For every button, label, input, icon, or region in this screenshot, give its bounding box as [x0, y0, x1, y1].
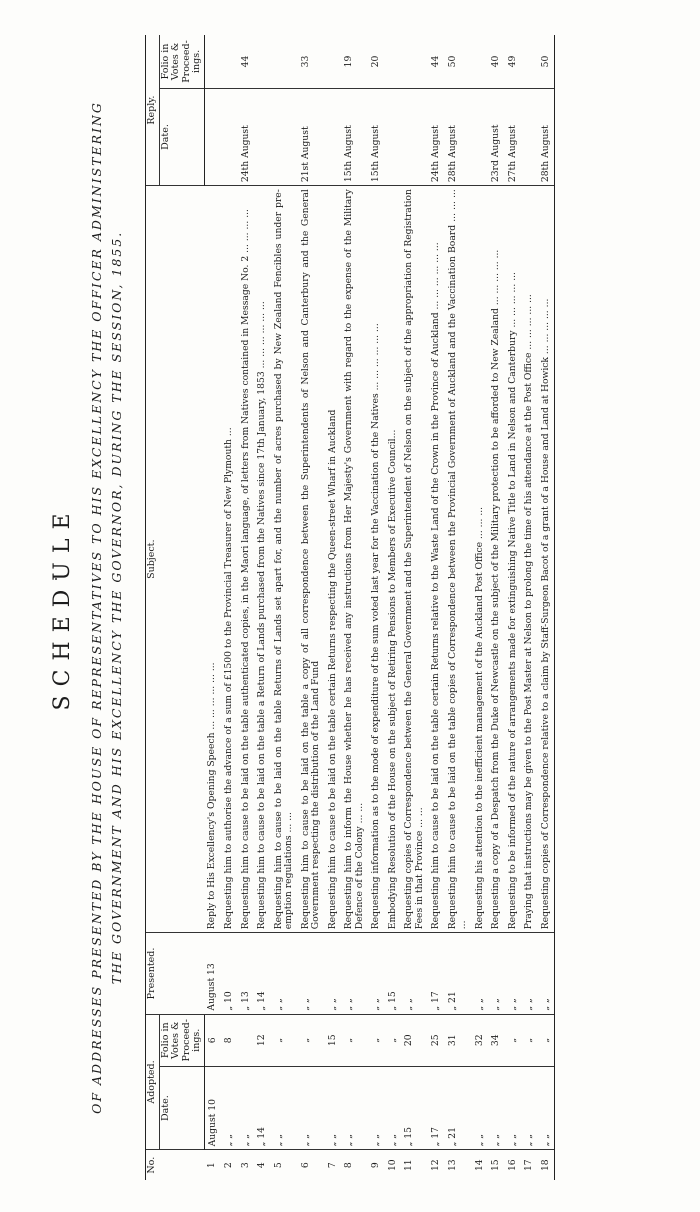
- row-adopted-folio: 20: [401, 1014, 428, 1066]
- row-no: 3: [239, 1162, 251, 1169]
- table-row: [204, 35, 221, 1180]
- table-row: [254, 35, 271, 1180]
- row-adopted-date: „ 15: [401, 1066, 428, 1149]
- row-no: 14: [473, 1159, 485, 1172]
- row-adopted-date: „ „: [538, 1066, 555, 1149]
- row-presented: „ „: [368, 933, 385, 1014]
- row-no: 12: [430, 1159, 441, 1172]
- row-reply-date: [221, 88, 238, 185]
- row-adopted-date: „ „: [298, 1066, 325, 1149]
- row-presented: „ „: [325, 933, 342, 1014]
- row-reply-date: 15th August: [341, 88, 368, 185]
- row-no: 1: [206, 1162, 217, 1169]
- table-row: [238, 35, 255, 1180]
- header-presented: Presented.: [146, 933, 205, 1014]
- header-reply: Reply.: [146, 35, 160, 186]
- row-adopted-folio: „: [368, 1014, 385, 1066]
- row-adopted-folio: 15: [325, 1014, 342, 1066]
- row-adopted-date: „ „: [221, 1066, 238, 1149]
- row-adopted-date: „ „: [505, 1066, 522, 1149]
- row-adopted-folio: „: [341, 1014, 368, 1066]
- table-row: [341, 35, 368, 1180]
- row-presented: „ 17: [428, 933, 445, 1014]
- row-reply-date: [472, 88, 489, 185]
- row-reply-folio: [204, 35, 221, 88]
- row-subject: Requesting him to cause to be laid on the table certain Returns relative to the Waste Land of the Crown in the Province of Auckland ... ... ... ... ... ...: [428, 186, 445, 933]
- row-adopted-date: „ „: [238, 1066, 255, 1149]
- row-reply-folio: 33: [298, 35, 325, 88]
- row-presented: „ „: [538, 933, 555, 1014]
- row-no: 8: [343, 1162, 354, 1169]
- table-row: [538, 35, 555, 1180]
- row-subject: Requesting him to cause to be laid on the table authenticated copies, in the Maori language, of letters from Natives contained in Message No. 2 ... ... ... ...: [238, 186, 255, 933]
- row-adopted-date: „ 14: [254, 1066, 271, 1149]
- row-adopted-date: „ „: [521, 1066, 538, 1149]
- row-adopted-folio: 12: [254, 1014, 271, 1066]
- row-adopted-date: August 10: [204, 1066, 221, 1149]
- table-row: [221, 35, 238, 1180]
- row-reply-date: 27th August: [505, 88, 522, 185]
- row-reply-folio: 40: [488, 35, 505, 88]
- row-presented: „ „: [271, 933, 298, 1014]
- row-subject: Requesting a copy of a Despatch from the Duke of Newcastle on the subject of the Military protection to be afforded to New Zealand ... ... ... ... ...: [488, 186, 505, 933]
- table-row: [368, 35, 385, 1180]
- row-adopted-folio: 31: [445, 1014, 472, 1066]
- row-no: 7: [326, 1162, 338, 1169]
- row-presented: „ „: [472, 933, 489, 1014]
- row-presented: „ „: [521, 933, 538, 1014]
- row-reply-date: [401, 88, 428, 185]
- row-adopted-folio: „: [521, 1014, 538, 1066]
- row-presented: „ „: [298, 933, 325, 1014]
- row-reply-date: 24th August: [238, 88, 255, 185]
- page-subtitle: [87, 35, 127, 1180]
- row-adopted-folio: „: [505, 1014, 522, 1066]
- row-subject: Requesting to be informed of the nature of arrangements made for extinguishing Native Title to Land in Nelson and Canterbury ... ... ... ... ...: [505, 186, 522, 933]
- table-row: [505, 35, 522, 1180]
- row-presented: „ 14: [254, 933, 271, 1014]
- row-adopted-folio: 8: [221, 1014, 238, 1066]
- schedule-rows: [204, 35, 555, 1180]
- row-adopted-folio: „: [298, 1014, 325, 1066]
- header-reply-date: Date.: [159, 88, 204, 185]
- row-reply-folio: 49: [505, 35, 522, 88]
- header-row-1: [146, 35, 160, 1180]
- row-subject: Requesting copies of Correspondence between the General Government and the Superintendent of Nelson on the subject of the appropriation of Registration Fees in that Province ... ...: [401, 186, 428, 933]
- row-reply-date: [325, 88, 342, 185]
- row-reply-folio: 19: [341, 35, 368, 88]
- row-subject: Reply to His Excellency's Opening Speech ... ... ... ... ... ...: [204, 186, 221, 933]
- row-presented: „ 13: [238, 933, 255, 1014]
- row-presented: „ 10: [221, 933, 238, 1014]
- row-no: 5: [272, 1162, 284, 1169]
- row-reply-folio: 50: [538, 35, 555, 88]
- row-presented: „ 21: [445, 933, 472, 1014]
- row-no: 15: [490, 1159, 501, 1172]
- row-subject: Requesting him to cause to be laid on the table copies of Correspondence between the Provincial Government of Auckland and the Vaccination Board ... ... ... ...: [445, 186, 472, 933]
- table-row: [298, 35, 325, 1180]
- row-no: 4: [256, 1162, 267, 1169]
- row-no: 17: [523, 1159, 534, 1172]
- row-adopted-folio: 6: [204, 1014, 221, 1066]
- row-reply-folio: 20: [368, 35, 385, 88]
- row-subject: Requesting his attention to the inefficient management of the Auckland Post Office ... ... ...: [472, 186, 489, 933]
- row-no: 13: [446, 1159, 458, 1172]
- row-presented: August 13: [204, 933, 221, 1014]
- row-presented: „ „: [341, 933, 368, 1014]
- row-subject: Requesting copies of Correspondence relative to a claim by Staff-Surgeon Bacot of a grant of a House and Land at Howick ... ... ... ... ...: [538, 186, 555, 933]
- row-subject: Requesting him to inform the House whether he has received any instructions from Her Majesty's Government with regard to the expense of the Military Defence of the Colony ... ...: [341, 186, 368, 933]
- row-no: 10: [386, 1159, 398, 1172]
- header-adopted-folio: Folio in Votes & Proceed-ings.: [159, 1014, 204, 1066]
- row-adopted-date: „ „: [488, 1066, 505, 1149]
- row-reply-date: [521, 88, 538, 185]
- row-subject: Requesting him to cause to be laid on the table Returns of Lands set apart for, and the number of acres purchased by New Zealand Fencibles under pre-emption regulations ... ...: [271, 186, 298, 933]
- table-row: [521, 35, 538, 1180]
- table-row: [325, 35, 342, 1180]
- row-reply-folio: 44: [238, 35, 255, 88]
- row-presented: „ 15: [385, 933, 402, 1014]
- row-reply-date: [204, 88, 221, 185]
- row-subject: Requesting him to authorise the advance of a sum of £1500 to the Provincial Treasurer of New Plymouth ...: [221, 186, 238, 933]
- schedule-table: [145, 35, 555, 1180]
- row-no: 9: [370, 1162, 381, 1169]
- row-adopted-folio: „: [538, 1014, 555, 1066]
- row-no: 11: [403, 1159, 414, 1172]
- row-reply-date: [271, 88, 298, 185]
- row-adopted-date: „ „: [341, 1066, 368, 1149]
- row-no: 18: [538, 1150, 555, 1180]
- row-adopted-date: „ „: [385, 1066, 402, 1149]
- table-row: [488, 35, 505, 1180]
- row-subject: Requesting him to cause to be laid on the table a copy of all correspondence between the Superintendents of Nelson and Canterbury and the General Government respecting the distribution of the Land Fund: [298, 186, 325, 933]
- row-reply-folio: [221, 35, 238, 88]
- header-reply-folio: Folio in Votes & Proceed-ings.: [159, 35, 204, 88]
- row-reply-folio: 44: [428, 35, 445, 88]
- subtitle-line-1: OF ADDRESSES PRESENTED BY THE HOUSE OF REPRESENTATIVES TO HIS EXCELLENCY THE OFFICER ADMINISTERING: [89, 101, 104, 1114]
- row-reply-folio: [325, 35, 342, 88]
- row-adopted-folio: 32: [472, 1014, 489, 1066]
- row-adopted-date: „ „: [472, 1066, 489, 1149]
- header-subject: Subject.: [146, 186, 205, 933]
- row-reply-folio: [401, 35, 428, 88]
- row-subject: Requesting him to cause to be laid on the table certain Returns respecting the Queen-street Wharf in Auckland: [325, 186, 342, 933]
- table-row: [428, 35, 445, 1180]
- row-subject: Requesting him to cause to be laid on the table a Return of Lands purchased from the Natives since 17th January, 1853 ... ... ... ... ... ...: [254, 186, 271, 933]
- row-reply-folio: [521, 35, 538, 88]
- row-reply-date: 23rd August: [488, 88, 505, 185]
- row-subject: Requesting information as to the mode of expenditure of the sum voted last year for the Vaccination of the Natives ... ... ... ... ... ...: [368, 186, 385, 933]
- row-reply-folio: [472, 35, 489, 88]
- row-reply-folio: [271, 35, 298, 88]
- table-row: [385, 35, 402, 1180]
- rotated-schedule: [50, 35, 670, 1180]
- row-reply-date: [254, 88, 271, 185]
- table-row: [401, 35, 428, 1180]
- header-adopted: Adopted.: [146, 1014, 160, 1150]
- row-presented: „ „: [505, 933, 522, 1014]
- row-reply-date: [385, 88, 402, 185]
- row-adopted-folio: „: [385, 1014, 402, 1066]
- row-adopted-date: „ 21: [445, 1066, 472, 1149]
- row-no: 16: [506, 1159, 518, 1172]
- table-row: [445, 35, 472, 1180]
- row-reply-date: 28th August: [538, 88, 555, 185]
- header-no: No.: [146, 1150, 205, 1180]
- row-no: 2: [223, 1162, 234, 1169]
- row-subject: Praying that instructions may be given to the Post Master at Nelson to prolong the time of his attendance at the Post Office ... ... ... ... ...: [521, 186, 538, 933]
- row-reply-folio: 50: [445, 35, 472, 88]
- row-reply-date: 15th August: [368, 88, 385, 185]
- header-adopted-date: Date.: [159, 1066, 204, 1149]
- row-reply-date: 21st August: [298, 88, 325, 185]
- row-presented: „ „: [401, 933, 428, 1014]
- row-reply-date: 24th August: [428, 88, 445, 185]
- page-title: SCHEDULE: [50, 504, 75, 711]
- row-adopted-date: „ „: [368, 1066, 385, 1149]
- row-adopted-folio: 25: [428, 1014, 445, 1066]
- row-adopted-folio: „: [271, 1014, 298, 1066]
- subtitle-line-2: THE GOVERNMENT AND HIS EXCELLENCY THE GOVERNOR, DURING THE SESSION, 1855.: [109, 230, 124, 985]
- row-reply-folio: [385, 35, 402, 88]
- row-subject: Embodying Resolution of the House on the subject of Retiring Pensions to Members of Executive Council...: [385, 186, 402, 933]
- row-adopted-date: „ 17: [428, 1066, 445, 1149]
- row-no: 6: [299, 1162, 311, 1169]
- row-adopted-folio: 34: [488, 1014, 505, 1066]
- row-adopted-date: „ „: [325, 1066, 342, 1149]
- row-reply-date: 28th August: [445, 88, 472, 185]
- row-adopted-date: „ „: [271, 1066, 298, 1149]
- table-row: [271, 35, 298, 1180]
- row-adopted-folio: [238, 1014, 255, 1066]
- table-row: [472, 35, 489, 1180]
- row-reply-folio: [254, 35, 271, 88]
- row-presented: „ „: [488, 933, 505, 1014]
